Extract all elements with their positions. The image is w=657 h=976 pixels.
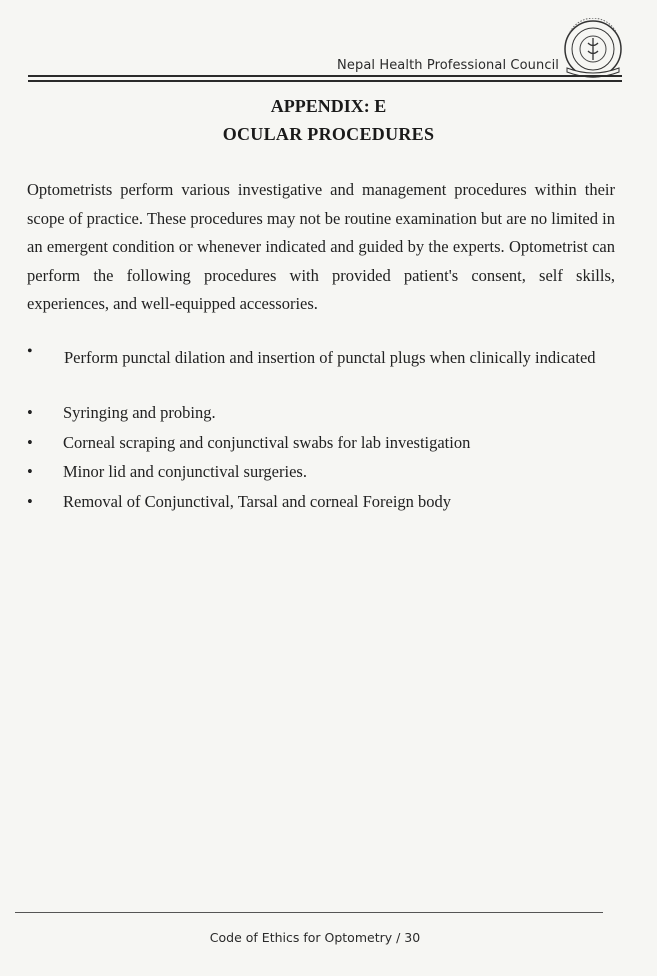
bullet-marker: •	[27, 491, 33, 511]
appendix-label: APPENDIX: E	[270, 96, 387, 116]
footer-rule	[15, 912, 603, 913]
intro-paragraph: Optometrists perform various investigative and management procedures within their scope of practice. These procedures may not be routine examination but are no limited in an emergent condition or whenever indicated and guided by the experts. Optometrist can perform the following procedures with provided patient's consent, self skills, experiences, and well-equipped accessories.	[27, 180, 615, 313]
list-item-text: Minor lid and conjunctival surgeries.	[63, 462, 307, 481]
list-item	[27, 401, 617, 431]
bullet-marker: •	[27, 432, 33, 452]
page-footer: Code of Ethics for Optometry / 30	[209, 930, 421, 945]
list-item-text: Syringing and probing.	[63, 403, 216, 422]
page-title: OCULAR PROCEDURES	[222, 124, 435, 144]
list-item	[27, 460, 617, 490]
bullet-marker: •	[27, 343, 33, 360]
list-item: Perform punctal dilation and insertion of punctal plugs when clinically indicated	[64, 348, 596, 367]
list-item-text: Corneal scraping and conjunctival swabs for lab investigation	[63, 432, 471, 452]
list-item	[27, 490, 617, 520]
header-rule	[28, 75, 622, 77]
bullet-marker: •	[27, 462, 33, 481]
list-item	[27, 431, 617, 461]
procedure-list	[27, 401, 617, 519]
bullet-marker: •	[27, 403, 33, 422]
council-seal-logo	[562, 18, 624, 80]
list-item-text: Removal of Conjunctival, Tarsal and corneal Foreign body	[63, 491, 452, 511]
header-organization: Nepal Health Professional Council	[337, 58, 559, 73]
header-rule-double	[28, 80, 622, 82]
